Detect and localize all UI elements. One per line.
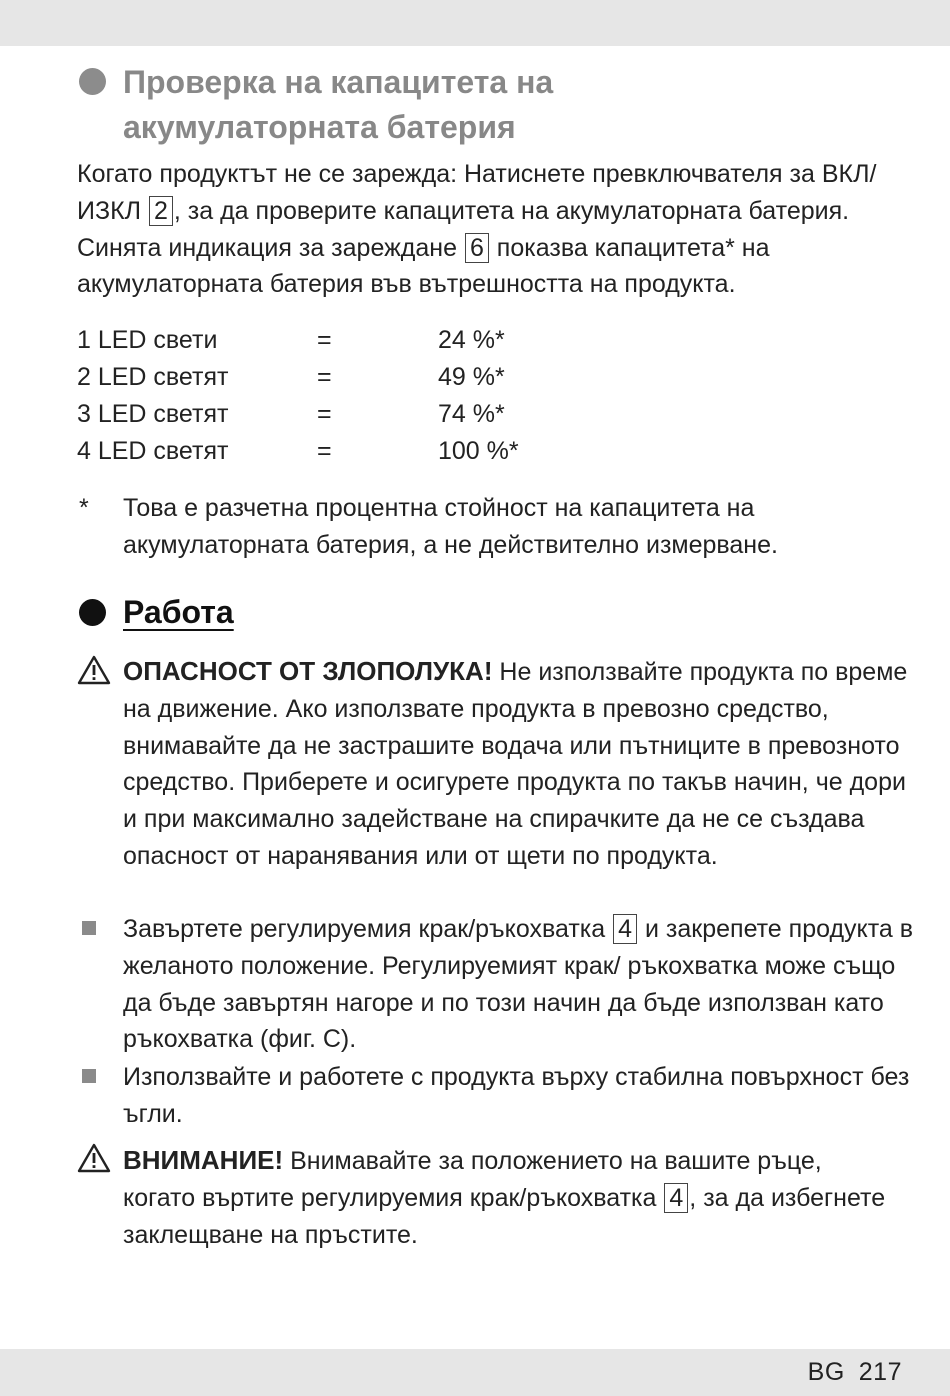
capacity-paragraph: Когато продуктът не се зарежда: Натиснете превключвателя за ВКЛ/ИЗКЛ 2 , за да проверите капацитета на акумулаторната батерия. Синята индикация за зареждане 6 показва капацитета* на акумулаторната батерия във вътрешността на продукта.: [77, 160, 877, 299]
accident-warning: ОПАСНОСТ ОТ ЗЛОПОЛУКА! Не използвайте продукта по време на движение. Ако използвате продукта в превозно средство, внимавайте да не застрашите водача или пътниците в превозното средство. Приберете и осигурете продукта по такъв начин, че дори и при максимално задействане на спирачките да не се създава опасност от наранявания или от щети по продукта.: [123, 656, 908, 870]
ref-box-switch: 2: [149, 196, 173, 226]
section-title-operation: Работа: [123, 594, 234, 630]
section-bullet-icon: [79, 599, 106, 626]
page-number: 217: [858, 1358, 902, 1386]
warning-label: ВНИМАНИЕ!: [123, 1145, 284, 1175]
ref-box-indicator: 6: [465, 233, 489, 263]
top-band: [0, 0, 950, 46]
warning-label: ОПАСНОСТ ОТ ЗЛОПОЛУКА!: [123, 656, 493, 686]
section-title-capacity: [123, 60, 553, 150]
step-stable-surface: Използвайте и работете с продукта върху стабилна повърхност без ъгли.: [123, 1063, 910, 1128]
step-rotate-stand: Завъртете регулируемия крак/ръкохватка 4 и закрепете продукта в желаното положение. Регулируемият крак/ ръкохватка може също да бъде завъртян нагоре и по този начин да бъде използван като ръкохватка (фиг. C).: [123, 915, 914, 1054]
page-footer: [794, 1358, 902, 1387]
ref-box-stand: 4: [613, 914, 637, 944]
title-line-2: акумулаторната батерия: [123, 109, 516, 145]
language-code: BG: [807, 1358, 845, 1386]
section-bullet-icon: [79, 68, 106, 95]
ref-box-stand: 4: [664, 1183, 688, 1213]
step-bullet-icon: [82, 921, 96, 935]
title-line-1: Проверка на капацитета на: [123, 64, 554, 100]
step-bullet-icon: [82, 1069, 96, 1083]
footnote-text: Това е разчетна процентна стойност на капацитета на акумулаторната батерия, а не действително измерване.: [123, 494, 778, 559]
caution-warning: ВНИМАНИЕ! Внимавайте за положението на вашите ръце, когато въртите регулируемия крак/ръкохватка 4 , за да избегнете заклещване на пръстите.: [123, 1145, 886, 1249]
warning-triangle-icon: [77, 655, 111, 685]
warning-triangle-icon: [77, 1143, 111, 1173]
footnote-marker: *: [79, 494, 89, 522]
